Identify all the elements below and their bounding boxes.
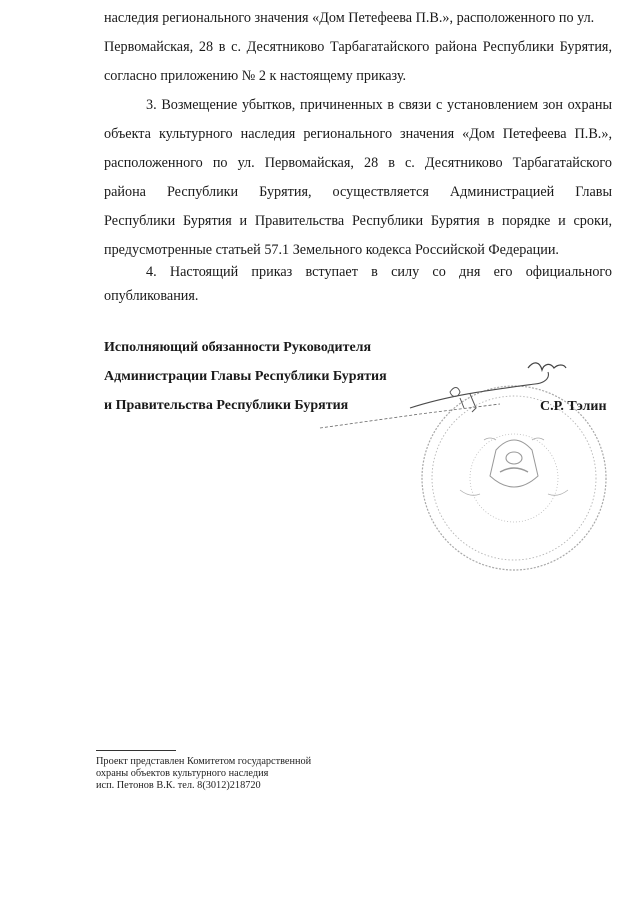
signatory-title-line-1: Исполняющий обязанности Руководителя: [104, 340, 372, 355]
para3-line-1: 3. Возмещение убытков, причиненных в связи с установлением зон охраны: [146, 97, 612, 113]
signatory-name: С.Р. Тэлин: [540, 399, 607, 414]
para2-line-2: Первомайская, 28 в с. Десятниково Тарбагатайского района Республики Бурятия,: [104, 39, 612, 55]
para3-line-6: предусмотренные статьей 57.1 Земельного кодекса Российской Федерации.: [104, 242, 559, 258]
footnote-line-3: исп. Петонов В.К. тел. 8(3012)218720: [96, 780, 261, 791]
signatory-title-line-2: Администрации Главы Республики Бурятия: [104, 369, 387, 384]
para3-line-3: расположенного по ул. Первомайская, 28 в с. Десятниково Тарбагатайского: [104, 155, 612, 171]
handwritten-signature: [300, 350, 600, 440]
signatory-title-line-3: и Правительства Республики Бурятия: [104, 398, 349, 413]
footnote-line-2: охраны объектов культурного наследия: [96, 768, 269, 779]
para2-line-1: наследия регионального значения «Дом Петефеева П.В.», расположенного по ул.: [104, 10, 595, 26]
para3-line-4: района Республики Бурятия, осуществляется Администрацией Главы: [104, 184, 612, 200]
footnote-divider: [96, 750, 176, 751]
para2-line-3: согласно приложению № 2 к настоящему приказу.: [104, 68, 407, 84]
footnote-line-1: Проект представлен Комитетом государственной: [96, 756, 312, 767]
para4-line-1: 4. Настоящий приказ вступает в силу со дня его официального: [146, 264, 612, 280]
para4-line-2: опубликования.: [104, 288, 199, 304]
para3-line-5: Республики Бурятия и Правительства Республики Бурятия в порядке и сроки,: [104, 213, 612, 229]
para3-line-2: объекта культурного наследия регионального значения «Дом Петефеева П.В.»,: [104, 126, 612, 142]
